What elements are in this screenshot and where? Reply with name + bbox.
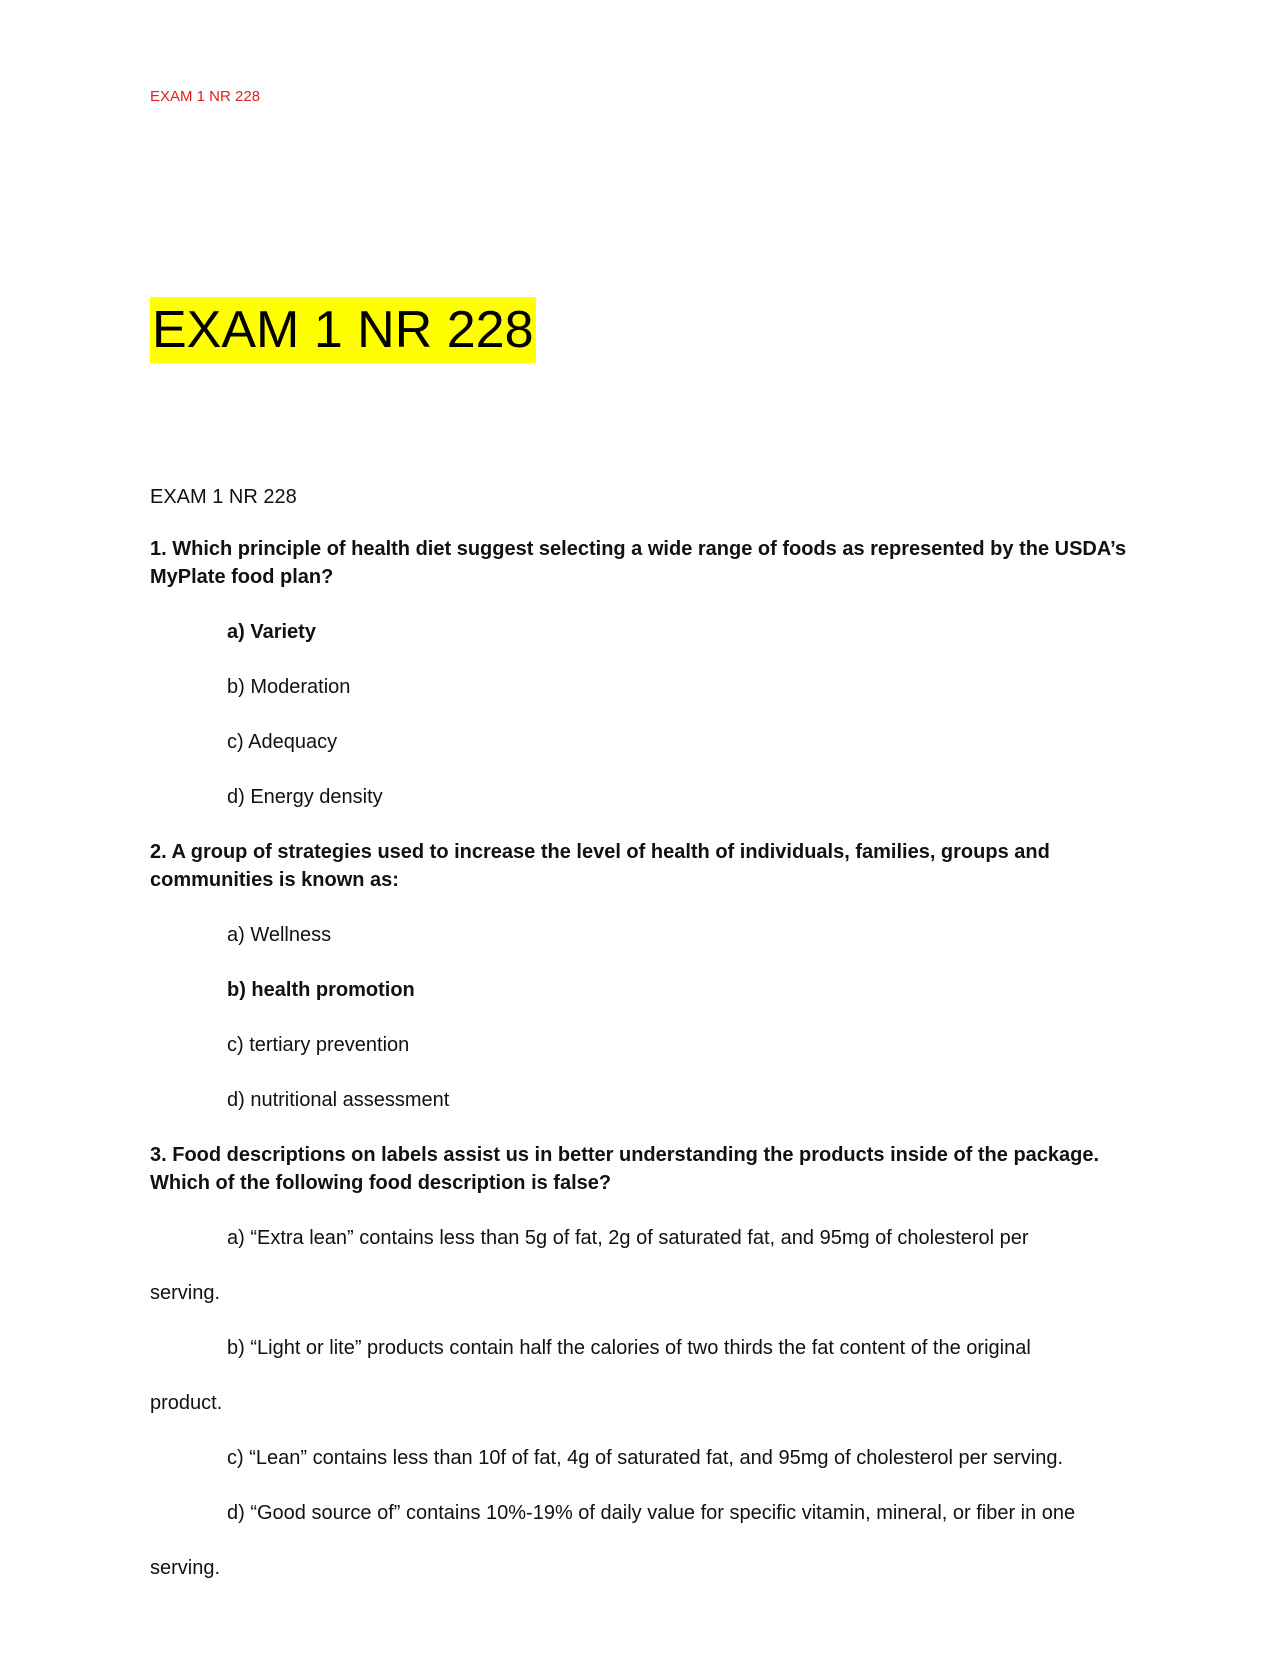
question-3-option-d: d) “Good source of” contains 10%-19% of daily value for specific vitamin, mineral, or fiber in one: [227, 1502, 1076, 1524]
question-3-option-a: a) “Extra lean” contains less than 5g of fat, 2g of saturated fat, and 95mg of cholesterol per: [227, 1227, 1029, 1249]
question-3-option-b-continuation: product.: [150, 1392, 223, 1414]
subtitle: EXAM 1 NR 228: [150, 486, 297, 508]
question-2-option-b: b) health promotion: [227, 979, 415, 1001]
question-3-option-c: c) “Lean” contains less than 10f of fat, 4g of saturated fat, and 95mg of cholesterol per serving.: [227, 1447, 1064, 1469]
question-2-line-2: communities is known as:: [150, 869, 399, 891]
question-3-line-2: Which of the following food description is false?: [150, 1172, 612, 1194]
question-2-option-c: c) tertiary prevention: [227, 1034, 410, 1056]
question-1-line-2: MyPlate food plan?: [150, 566, 334, 588]
question-2-option-d: d) nutritional assessment: [227, 1089, 450, 1111]
question-2-option-a: a) Wellness: [227, 924, 332, 946]
question-3-option-a-continuation: serving.: [150, 1282, 221, 1304]
question-3-option-d-continuation: serving.: [150, 1557, 221, 1579]
question-3-line-1: 3. Food descriptions on labels assist us in better understanding the products inside of the package.: [150, 1144, 1100, 1166]
running-header: EXAM 1 NR 228: [150, 88, 261, 105]
question-1-option-a: a) Variety: [227, 621, 316, 643]
highlighted-title: EXAM 1 NR 228: [150, 297, 536, 363]
question-2-line-1: 2. A group of strategies used to increase the level of health of individuals, families, groups and: [150, 841, 1050, 863]
question-3-option-b: b) “Light or lite” products contain half the calories of two thirds the fat content of the original: [227, 1337, 1031, 1359]
question-1-option-c: c) Adequacy: [227, 731, 338, 753]
question-1-option-d: d) Energy density: [227, 786, 383, 808]
question-1-line-1: 1. Which principle of health diet suggest selecting a wide range of foods as represented by the USDA’s: [150, 538, 1127, 560]
question-1-option-b: b) Moderation: [227, 676, 351, 698]
